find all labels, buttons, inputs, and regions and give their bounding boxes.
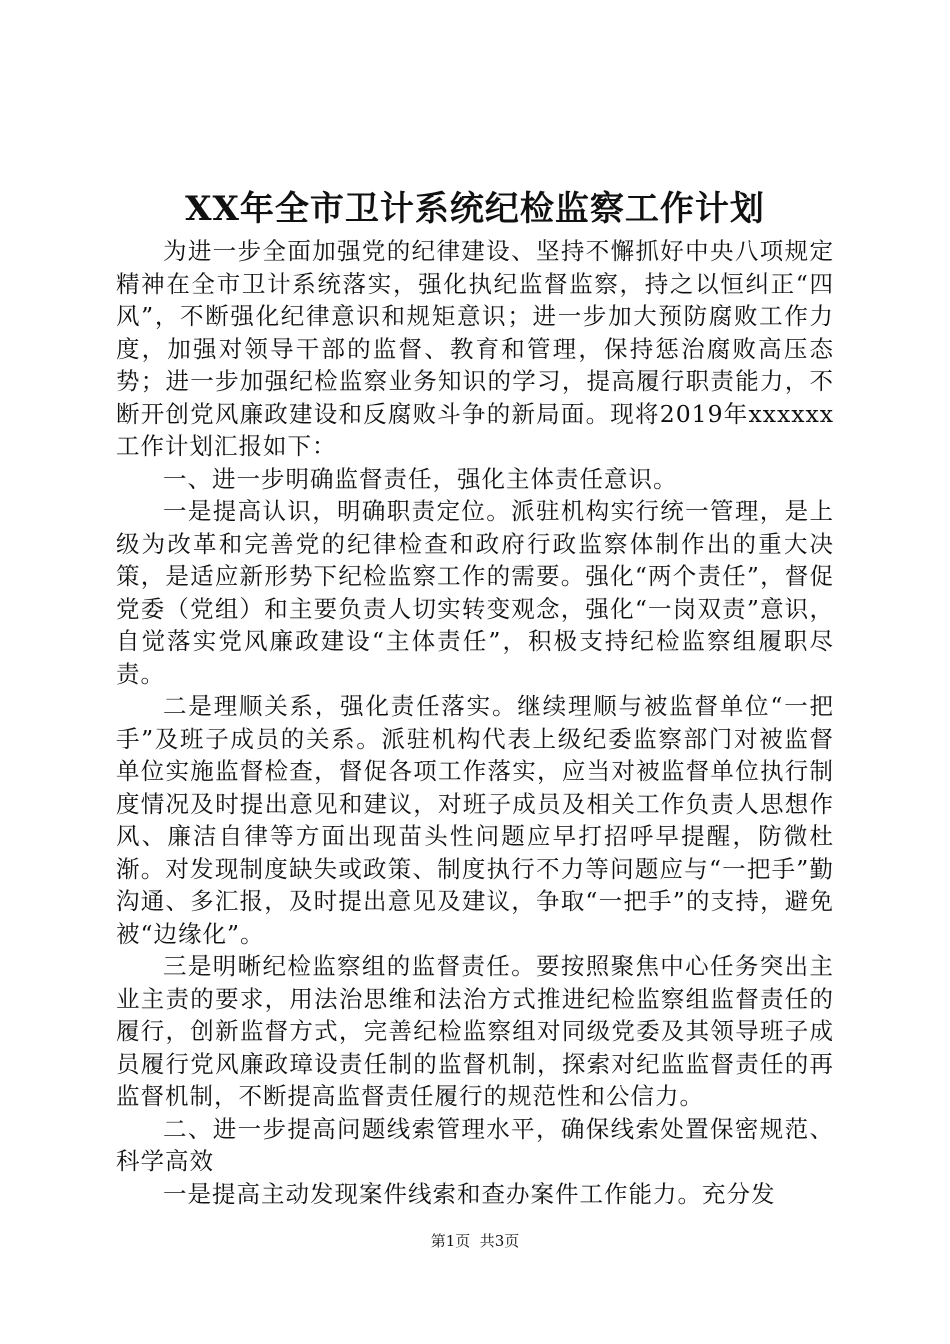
section-heading-1: 一、进一步明确监督责任，强化主体责任意识。	[163, 464, 678, 493]
paragraph-1-1: 一是提高认识，明确职责定位。派驻机构实行统一管理，是上级为改革和完善党的纪律检查和政府行政监察体制作出的重大决策，是适应新形势下纪检监察工作的需要。强化“两个责任”，督促党委（党组）和主要负责人切实转变观念，强化“一岗双责”意识，自觉落实党风廉政建设“主体责任”，积极支持纪检监察组履职尽责。	[116, 497, 834, 688]
paragraph-1-2: 二是理顺关系，强化责任落实。继续理顺与被监督单位“一把手”及班子成员的关系。派驻机构代表上级纪委监察部门对被监督单位实施监督检查，督促各项工作落实，应当对被监督单位执行制度情况及时提出意见和建议，对班子成员及相关工作负责人思想作风、廉洁自律等方面出现苗头性问题应早打招呼早提醒，防微杜渐。对发现制度缺失或政策、制度执行不力等问题应与“一把手”勤沟通、多汇报，及时提出意见及建议，争取“一把手”的支持，避免被“边缘化”。	[116, 692, 834, 948]
document-body	[116, 235, 834, 1210]
section-heading-2: 二、进一步提高问题线索管理水平，确保线索处置保密规范、科学高效	[116, 1114, 834, 1175]
page-number-label: 第1页 共3页	[430, 1232, 520, 1250]
paragraph-1-3: 三是明晰纪检监察组的监督责任。要按照聚焦中心任务突出主业主责的要求，用法治思维和法治方式推进纪检监察组监督责任的履行，创新监督方式，完善纪检监察组对同级党委及其领导班子成员履行党风廉政璋设责任制的监督机制，探索对纪监监督责任的再监督机制，不断提高监督责任履行的规范性和公信力。	[116, 952, 834, 1110]
page-footer	[0, 1230, 950, 1252]
intro-paragraph: 为进一步全面加强党的纪律建设、坚持不懈抓好中央八项规定精神在全市卫计系统落实，强化执纪监督监察，持之以恒纠正“四风”，不断强化纪律意识和规矩意识；进一步加大预防腐败工作力度，加强对领导干部的监督、教育和管理，保持惩治腐败高压态势；进一步加强纪检监察业务知识的学习，提高履行职责能力，不断开创党风廉政建设和反腐败斗争的新局面。现将2019年xxxxxx工作计划汇报如下：	[116, 237, 834, 460]
paragraph-2-1: 一是提高主动发现案件线索和查办案件工作能力。充分发	[163, 1179, 776, 1208]
document-title: XX年全市卫计系统纪检监察工作计划	[185, 189, 765, 229]
